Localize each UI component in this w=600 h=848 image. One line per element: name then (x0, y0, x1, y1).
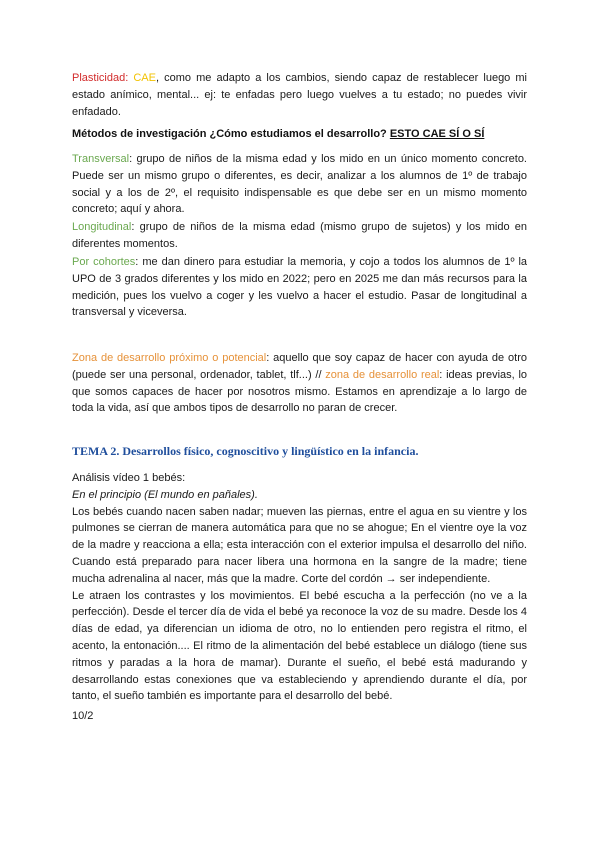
transversal-paragraph (72, 151, 527, 218)
cohortes-paragraph (72, 254, 527, 321)
video-label: Análisis vídeo 1 bebés: (72, 472, 186, 484)
metodos-heading-text: Métodos de investigación ¿Cómo estudiamos el desarrollo? (72, 128, 387, 140)
tema2-paragraph-2: Le atraen los contrastes y los movimientos. El bebé escucha a la perfección (no ve a la perfección). Desde el tercer día de vida el bebé ya reconoce la voz de su madre. Desde los 4 días de edad, ya diferencian un idioma de otro, no lo entienden pero registra el ritmo, el acento, la entonación.... El ritmo de la alimentación del bebé establece un diálogo (tiene sus ritmos y paradas a la hora de mamar). Durante el sueño, el bebé está madurando y desarrollando estas conexiones que va estableciendo y aprendiendo durante el día, por tanto, el sueño también es importante para el desarrollo del bebé. (72, 589, 527, 703)
longitudinal-paragraph (72, 219, 527, 253)
cohortes-text: : me dan dinero para estudiar la memoria, y cojo a todos los alumnos de 1º la UPO de 3 grados diferentes y los mido en 2022; pero en 2025 me dan más recursos para la medición, pues los vuelvo a coger y les vuelvo a hacer el estudio. Pasar de longitudinal a transversal y viceversa. (72, 256, 527, 319)
cae-highlight: CAE (133, 72, 156, 84)
metodos-note: ESTO CAE SÍ O SÍ (389, 128, 485, 140)
tema2-body (72, 470, 527, 705)
plasticidad-colon: : (125, 72, 129, 84)
zona-text-potencial: : aquello que soy capaz de hacer con ayuda de otro (puede ser una personal, ordenador, tablet, tlf...) // (72, 352, 527, 381)
plasticidad-paragraph (72, 70, 527, 120)
zona-term-potencial: Zona de desarrollo próximo o potencial (72, 352, 267, 364)
longitudinal-text: : grupo de niños de la misma edad (mismo grupo de sujetos) y los mido en diferentes momentos. (72, 221, 527, 250)
cohortes-term: Por cohortes (72, 256, 136, 268)
zona-term-real: zona de desarrollo real (325, 368, 440, 381)
zona-paragraph (72, 350, 527, 417)
video-subtitle: En el principio (El mundo en pañales). (72, 488, 258, 501)
footer-date: 10/2 (72, 710, 94, 722)
transversal-text: : grupo de niños de la misma edad y los mido en un único momento concreto. Puede ser un mismo grupo o diferentes, es decir, analizar a los alumnos de 1º de trabajo social y a los de 2º, el requisito indispensable es que debe ser en un mismo momento concreto; aquí y ahora. (72, 153, 527, 216)
tema2-paragraph-1: Los bebés cuando nacen saben nadar; mueven las piernas, entre el agua en su vientre y los pulmones se cierran de manera automática para que no se ahogue; En el vientre oye la voz de la madre y reacciona a ella; esta interacción con el exterior impulsa el desarrollo del niño. Cuando está preparado para nacer libera una hormona en la sangre de la madre; tiene mucha adrenalina al nacer, más que la madre. Corte del cordón → ser independiente. (72, 505, 527, 585)
zona-text-real: : ideas previas, lo que somos capaces de hacer por nosotros mismo. Estamos en aprendizaje a lo largo de toda la vida, así que ambos tipos de desarrollo no paran de crecer. (72, 368, 528, 415)
metodos-heading (72, 126, 527, 143)
longitudinal-term: Longitudinal (72, 221, 132, 233)
plasticidad-text: , como me adapto a los cambios, siendo capaz de restablecer luego mi estado anímico, mental... ej: te enfadas pero luego vuelves a tu estado; no puedes vivir enfadado. (72, 72, 527, 118)
transversal-term: Transversal (72, 153, 130, 165)
tema2-title: TEMA 2. Desarrollos físico, cognoscitivo y lingüístico en la infancia. (72, 444, 419, 458)
plasticidad-term: Plasticidad (72, 72, 126, 84)
